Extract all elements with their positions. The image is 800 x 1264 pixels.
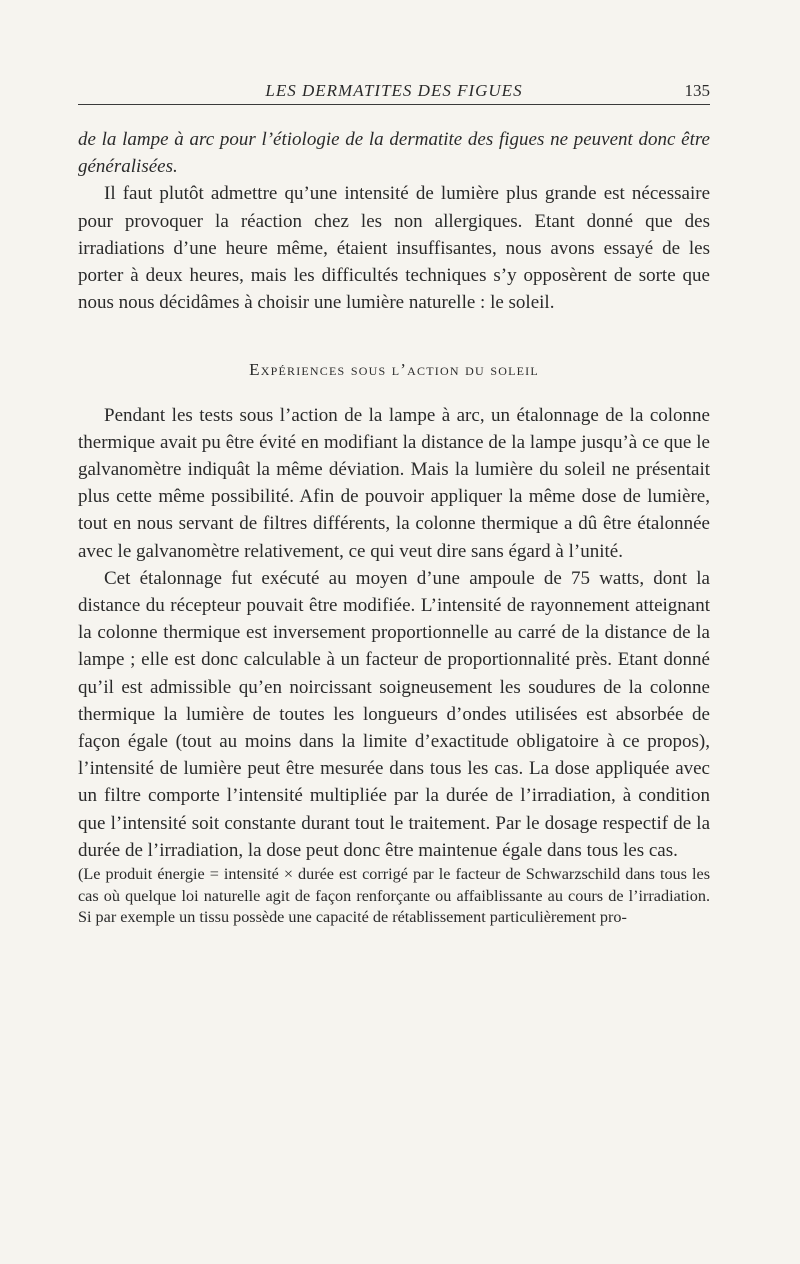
page-body	[78, 126, 710, 929]
paragraph: Pendant les tests sous l’action de la lampe à arc, un étalonnage de la colonne thermique avait pu être évité en modifiant la distance de la lampe jusqu’à ce que le galvanomètre indiquât la même déviation. Mais la lumière du soleil ne présentait plus cette même possibilité. Afin de pouvoir appliquer la même dose de lumière, tout en nous servant de filtres différents, la colonne thermique a dû être étalonnée avec le galvanomètre relativement, ce qui veut dire sans égard à l’unité.	[78, 404, 710, 562]
page-header	[78, 78, 710, 105]
paragraph: Il faut plutôt admettre qu’une intensité de lumière plus grande est nécessaire pour provoquer la réaction chez les non allergiques. Etant donné que des irradiations d’une heure même, étaient insuffisantes, nous avons essayé de les porter à deux heures, mais les difficultés techniques s’y opposèrent de sorte que nous nous décidâmes à choisir une lumière naturelle : le soleil.	[78, 183, 710, 314]
paragraph: Cet étalonnage fut exécuté au moyen d’une ampoule de 75 watts, dont la distance du récepteur pouvait être modifiée. L’intensité de rayonnement atteignant la colonne thermique est inversement proportionnelle au carré de la distance de la lampe ; elle est donc calculable à un facteur de proportionnalité près. Etant donné qu’il est admissible qu’en noircissant soigneusement les soudures de la colonne thermique la lumière de toutes les longueurs d’ondes utilisées est absorbée de façon égale (tout au moins dans la limite d’exactitude obligatoire à ce propos), l’intensité de lumière peut être mesurée dans tous les cas. La dose appliquée avec un filtre comporte l’intensité multipliée par la durée de l’irradiation, à condition que l’intensité soit constante durant tout le traitement. Par le dosage respectif de la durée de l’irradiation, la dose peut donc être maintenue égale dans tous les cas.	[78, 567, 710, 861]
paragraph-continuation: de la lampe à arc pour l’étiologie de la dermatite des figues ne peuvent donc être généralisées.	[78, 129, 710, 178]
footnote: (Le produit énergie = intensité × durée est corrigé par le facteur de Schwarzschild dans tous les cas où quelque loi naturelle agit de façon renforçante ou affaiblissante au cours de l’irradiation. Si par exemple un tissu possède une capacité de rétablissement particulièrement pro-	[78, 865, 710, 927]
section-heading: Expériences sous l’action du soleil	[249, 360, 539, 380]
page-number: 135	[684, 81, 710, 100]
running-title: LES DERMATITES DES FIGUES	[265, 81, 523, 100]
